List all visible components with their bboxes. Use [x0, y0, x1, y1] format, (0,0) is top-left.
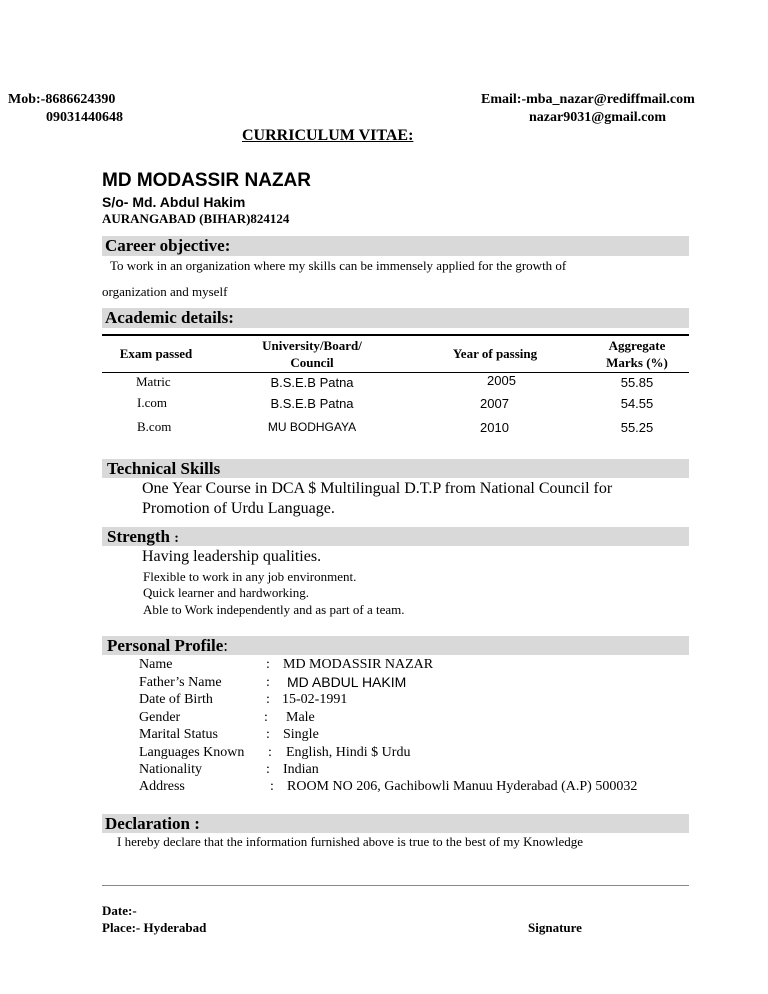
row-exam: Matric — [136, 374, 171, 389]
profile-value: MD ABDUL HAKIM — [287, 674, 407, 690]
column-aggregate: Aggregate — [608, 338, 666, 353]
profile-label: Father’s Name — [139, 675, 222, 690]
personal-profile-heading-bar — [102, 636, 689, 655]
profile-colon: : — [266, 762, 270, 777]
career-objective-heading-bar — [102, 236, 689, 256]
personal-profile-heading-colon: : — [223, 636, 229, 655]
footer-divider — [102, 885, 689, 886]
strength-heading-colon: : — [174, 531, 179, 546]
place-label: Place:- Hyderabad — [102, 920, 207, 935]
row-board: MU BODHGAYA — [267, 420, 357, 434]
career-objective-line-1: To work in an organization where my skills can be immensely applied for the growth of — [110, 258, 567, 273]
profile-label: Name — [139, 657, 173, 672]
column-exam-passed: Exam passed — [119, 346, 193, 361]
profile-value: ROOM NO 206, Gachibowli Manuu Hyderabad (A.P) 500032 — [287, 779, 638, 794]
email-address: Email:-mba_nazar@rediffmail.com — [481, 92, 695, 107]
row-year: 2005 — [487, 373, 516, 388]
profile-colon: : — [266, 692, 270, 707]
mobile-number: Mob:-8686624390 — [8, 92, 116, 107]
technical-skills-heading: Technical Skills — [107, 459, 221, 478]
column-university: University/Board/ — [262, 338, 362, 353]
candidate-parent: S/o- Md. Abdul Hakim — [102, 194, 246, 210]
technical-skills-heading-bar — [102, 459, 689, 478]
personal-profile-heading — [107, 636, 228, 656]
declaration-heading-bar — [102, 814, 689, 833]
document-title: CURRICULUM VITAE: — [242, 127, 414, 144]
row-year: 2010 — [480, 420, 509, 435]
row-exam: I.com — [137, 395, 167, 410]
profile-label: Nationality — [139, 762, 202, 777]
profile-label: Address — [139, 779, 185, 794]
table-header-rule — [102, 372, 689, 373]
candidate-name: MD MODASSIR NAZAR — [102, 170, 311, 191]
personal-profile-heading-text: Personal Profile — [107, 636, 224, 655]
date-label: Date:- — [102, 903, 137, 918]
profile-colon: : — [268, 745, 272, 760]
profile-colon: : — [264, 710, 268, 725]
strength-heading-text: Strength — [107, 527, 170, 546]
profile-colon: : — [266, 727, 270, 742]
profile-value: MD MODASSIR NAZAR — [283, 657, 434, 672]
strength-main: Having leadership qualities. — [142, 548, 322, 565]
column-aggregate-line2: Marks (%) — [606, 355, 668, 370]
row-marks: 54.55 — [620, 396, 654, 411]
row-board: B.S.E.B Patna — [270, 396, 354, 411]
academic-heading: Academic details: — [105, 308, 234, 327]
technical-skills-line-1: One Year Course in DCA $ Multilingual D.T.P from National Council for — [142, 480, 613, 497]
email-address-alt: nazar9031@gmail.com — [529, 110, 667, 125]
profile-label: Gender — [139, 710, 181, 725]
academic-heading-bar — [102, 308, 689, 328]
mobile-number-alt: 09031440648 — [46, 110, 123, 125]
strength-item: Flexible to work in any job environment. — [143, 569, 357, 584]
column-year-of-passing: Year of passing — [452, 346, 538, 361]
row-marks: 55.25 — [620, 420, 654, 435]
declaration-heading: Declaration : — [105, 814, 200, 833]
profile-value: Indian — [283, 762, 319, 777]
technical-skills-line-2: Promotion of Urdu Language. — [142, 500, 335, 517]
profile-label: Languages Known — [139, 745, 245, 760]
declaration-text: I hereby declare that the information furnished above is true to the best of my Knowledge — [117, 834, 584, 849]
profile-value: Male — [286, 710, 315, 725]
career-objective-line-2: organization and myself — [102, 284, 228, 299]
profile-colon: : — [266, 675, 270, 690]
strength-heading-bar — [102, 527, 689, 546]
profile-value: 15-02-1991 — [282, 692, 348, 707]
row-year: 2007 — [480, 396, 509, 411]
profile-value: English, Hindi $ Urdu — [286, 745, 411, 760]
row-marks: 55.85 — [620, 375, 654, 390]
career-objective-heading: Career objective: — [105, 236, 231, 255]
strength-item: Able to Work independently and as part of a team. — [143, 602, 405, 617]
profile-colon: : — [270, 779, 274, 794]
row-exam: B.com — [137, 419, 172, 434]
profile-colon: : — [266, 657, 270, 672]
strength-item: Quick learner and hardworking. — [143, 585, 310, 600]
signature-label: Signature — [528, 920, 582, 935]
candidate-address: AURANGABAD (BIHAR)824124 — [102, 211, 290, 226]
table-top-rule — [102, 334, 689, 336]
profile-value: Single — [283, 727, 319, 742]
profile-label: Marital Status — [139, 727, 218, 742]
profile-label: Date of Birth — [139, 692, 213, 707]
row-board: B.S.E.B Patna — [270, 375, 354, 390]
strength-heading — [107, 527, 179, 547]
column-university-line2: Council — [290, 355, 334, 370]
